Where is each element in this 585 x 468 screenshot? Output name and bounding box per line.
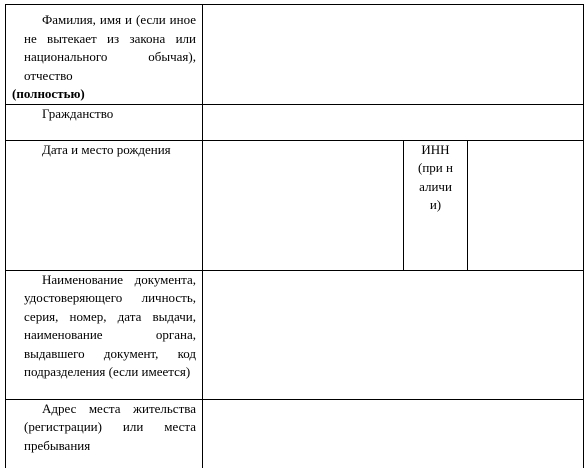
residence-address-label-cell [6, 399, 203, 468]
citizenship-value-field[interactable] [203, 104, 584, 140]
full-name-label-cell [6, 5, 203, 105]
inn-label-cell [404, 140, 468, 270]
residence-address-label: Адрес места жительства (регистрации) или места пребывания [24, 400, 196, 453]
residence-address-value-field[interactable] [203, 399, 584, 468]
inn-label: ИНН (при наличии) [418, 141, 453, 212]
personal-data-form-table [5, 4, 584, 468]
birth-value-field[interactable] [203, 140, 404, 270]
citizenship-label: Гражданство [42, 105, 114, 121]
birth-label: Дата и место рождения [42, 141, 171, 157]
row-birth-date-place [6, 140, 584, 270]
identity-document-label-cell [6, 270, 203, 399]
inn-value-field[interactable] [468, 140, 584, 270]
full-name-label-bold: (полностью) [12, 86, 85, 101]
citizenship-label-cell [6, 104, 203, 140]
identity-document-value-field[interactable] [203, 270, 584, 399]
row-identity-document [6, 270, 584, 399]
identity-document-label: Наименование документа, удостоверяющего личность, серия, номер, дата выдачи, наименование органа, выдавшего документ, код подразделения (если имеется) [24, 271, 196, 379]
full-name-value-field[interactable] [203, 5, 584, 105]
birth-label-cell [6, 140, 203, 270]
row-citizenship [6, 104, 584, 140]
row-residence-address [6, 399, 584, 468]
row-full-name [6, 5, 584, 105]
full-name-label: Фамилия, имя и (если иное не вытекает из закона или национального обычая), отчество [24, 12, 196, 83]
